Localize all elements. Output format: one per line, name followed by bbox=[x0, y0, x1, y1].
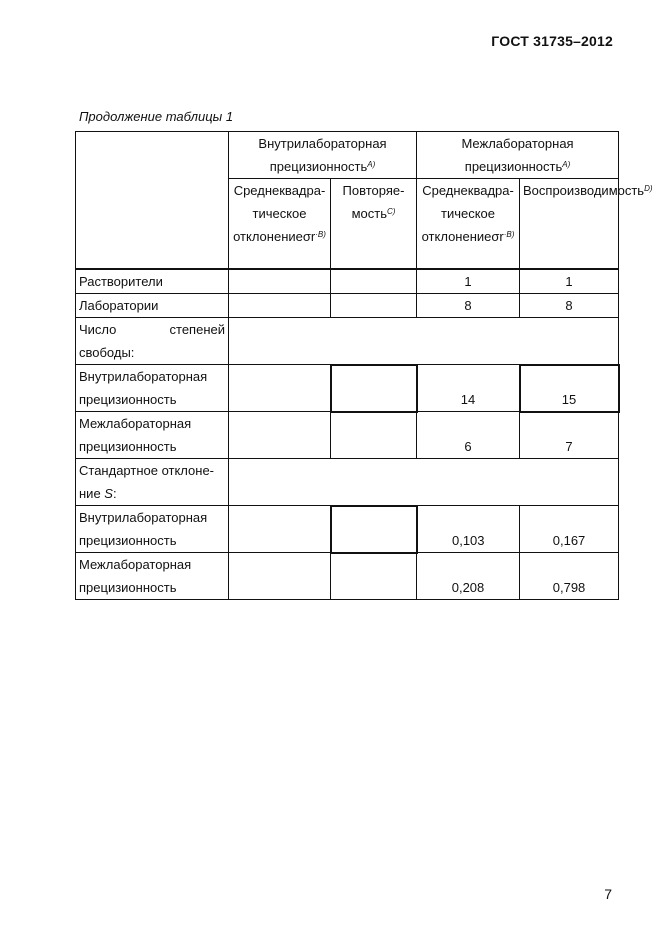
empty-cell bbox=[331, 412, 417, 459]
subheader-reproducibility bbox=[520, 179, 653, 270]
subheader-repeatability-label: Повторяе-мость bbox=[342, 183, 405, 221]
subheader-sd-interlab bbox=[417, 179, 520, 270]
colon: : bbox=[112, 486, 117, 501]
empty-cell bbox=[229, 269, 331, 294]
empty-cell bbox=[229, 412, 331, 459]
empty-cell bbox=[331, 269, 417, 294]
value-cell: 0,208 bbox=[417, 553, 520, 600]
row-label-labs: Лаборатории bbox=[76, 294, 229, 318]
table-row bbox=[76, 459, 619, 506]
footnote-d: D) bbox=[644, 184, 653, 193]
subheader-reproducibility-label: Воспроизводимость bbox=[523, 183, 645, 198]
group-header-intralab-label: Внутрилабораторная прецизионность bbox=[258, 136, 387, 174]
group-header-interlab-label: Межлабораторная прецизионность bbox=[461, 136, 574, 174]
footnote-c: C) bbox=[386, 207, 396, 216]
value-cell: 8 bbox=[417, 294, 520, 318]
value-cell: 0,103 bbox=[417, 506, 520, 553]
table-row bbox=[76, 553, 619, 600]
value-cell: 0,167 bbox=[520, 506, 619, 553]
value-cell: 15 bbox=[520, 365, 619, 412]
table-row bbox=[76, 412, 619, 459]
subheader-sd-intralab-label: Среднеквадра-тическое отклонениеσr bbox=[233, 183, 326, 244]
subheader-sd-intralab bbox=[229, 179, 331, 270]
value-cell: 14 bbox=[417, 365, 520, 412]
empty-cell bbox=[229, 553, 331, 600]
value-cell: 1 bbox=[417, 269, 520, 294]
table-caption: Продолжение таблицы 1 bbox=[79, 109, 234, 124]
precision-table bbox=[75, 131, 653, 600]
empty-corner-cell bbox=[76, 132, 229, 270]
table-row bbox=[76, 294, 619, 318]
group-header-intralab bbox=[229, 132, 417, 179]
table-row bbox=[76, 365, 619, 412]
subheader-sd-interlab-label: Среднеквадра-тическое отклонениеσr bbox=[421, 183, 514, 244]
group-header-interlab bbox=[417, 132, 619, 179]
row-label-dof-intralab: Внутрилабораторная прецизионность bbox=[76, 365, 229, 412]
page-number: 7 bbox=[604, 886, 612, 902]
empty-span-cell bbox=[229, 318, 619, 365]
footnote-a: A) bbox=[367, 160, 376, 169]
value-cell: 7 bbox=[520, 412, 619, 459]
empty-span-cell bbox=[229, 459, 619, 506]
symbol-s: S bbox=[104, 486, 113, 501]
row-label-dof-interlab: Межлабораторная прецизионность bbox=[76, 412, 229, 459]
table-row bbox=[76, 269, 619, 294]
header-row-groups bbox=[76, 132, 619, 179]
empty-cell bbox=[229, 365, 331, 412]
value-cell: 8 bbox=[520, 294, 619, 318]
row-label-solvents: Растворители bbox=[76, 269, 229, 294]
table-row bbox=[76, 506, 619, 553]
empty-cell bbox=[331, 553, 417, 600]
empty-cell bbox=[229, 506, 331, 553]
row-label-dof: Число степеней свободы: bbox=[76, 318, 229, 365]
value-cell: 0,798 bbox=[520, 553, 619, 600]
value-cell: 6 bbox=[417, 412, 520, 459]
footnote-b: ·B) bbox=[315, 230, 326, 239]
standard-number: ГОСТ 31735–2012 bbox=[491, 33, 613, 49]
empty-cell bbox=[229, 294, 331, 318]
empty-cell bbox=[331, 365, 417, 412]
table-row bbox=[76, 318, 619, 365]
row-label-sd-text: Стандартное отклоне-ние bbox=[79, 463, 215, 501]
row-label-sd-intralab: Внутрилабораторная прецизионность bbox=[76, 506, 229, 553]
subheader-repeatability bbox=[331, 179, 417, 270]
value-cell: 1 bbox=[520, 269, 619, 294]
row-label-sd-interlab: Межлабораторная прецизионность bbox=[76, 553, 229, 600]
empty-cell bbox=[331, 294, 417, 318]
footnote-a: A) bbox=[562, 160, 571, 169]
row-label-sd bbox=[76, 459, 229, 506]
empty-cell bbox=[331, 506, 417, 553]
footnote-b: ·B) bbox=[503, 230, 515, 239]
